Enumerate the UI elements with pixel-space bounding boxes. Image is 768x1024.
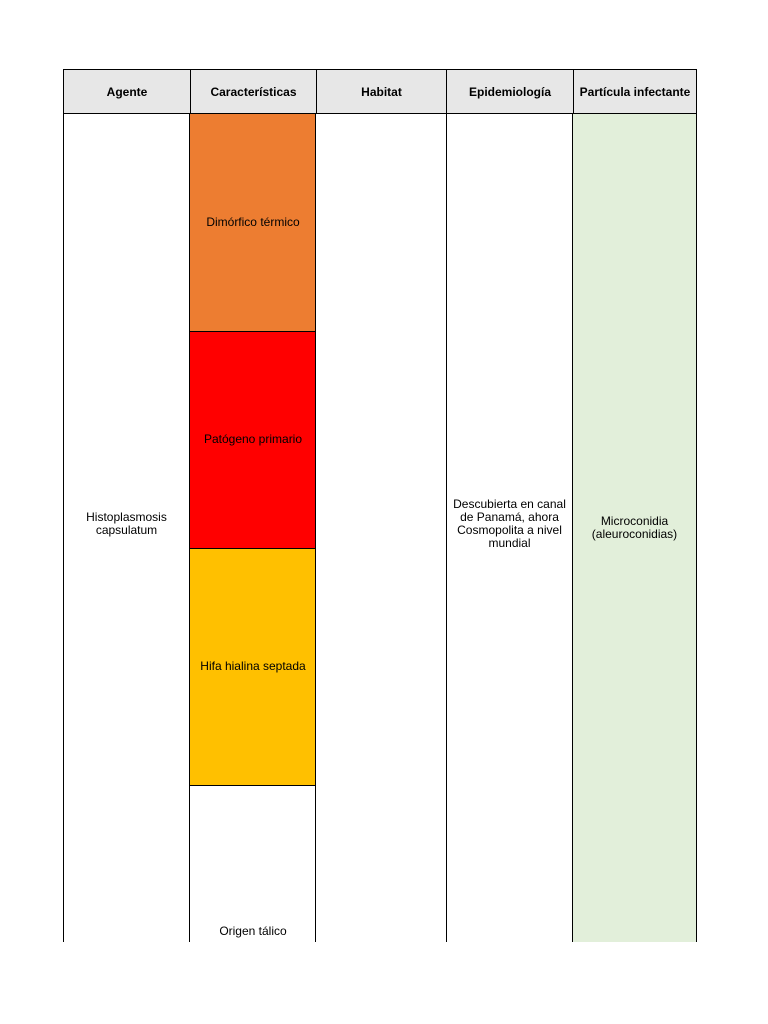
habitat-cell (316, 114, 446, 934)
caracteristica-cell-origen (190, 785, 316, 942)
caracteristica-cell-patogeno (190, 331, 316, 548)
column-border (696, 114, 697, 942)
column-border (189, 114, 190, 942)
agente-cell (63, 114, 190, 934)
header-habitat: Habitat (317, 70, 447, 113)
divider (190, 785, 316, 786)
header-particula-infectante: Partícula infectante (579, 84, 691, 99)
caracteristica-text: Hifa hialina septada (200, 659, 306, 673)
caracteristica-text: Patógeno primario (203, 432, 303, 446)
table-header-row (63, 69, 697, 114)
column-border (572, 114, 573, 942)
epidemiologia-cell (446, 114, 573, 934)
header-agente: Agente (64, 70, 191, 113)
header-epidemiologia: Epidemiología (447, 70, 574, 113)
caracteristica-cell-hifa (190, 548, 316, 785)
caracteristica-cell-dimorfico (190, 114, 316, 331)
column-border (446, 114, 447, 942)
particula-infectante-cell (573, 114, 696, 942)
column-border (63, 114, 64, 942)
caracteristica-text: Origen tálico (219, 924, 287, 938)
divider (190, 331, 316, 332)
epidemiologia-text: Descubierta en canal de Panamá, ahora Cosmopolita a nivel mundial (453, 497, 566, 550)
agente-text: Histoplasmosis capsulatum (86, 510, 167, 537)
caracteristica-text: Dimórfico térmico (206, 215, 300, 229)
divider (190, 548, 316, 549)
particula-infectante-text: Microconidia (aleuroconidias) (591, 514, 678, 541)
column-border (315, 114, 316, 942)
header-caracteristicas: Características (191, 70, 317, 113)
fungi-table (63, 69, 697, 942)
